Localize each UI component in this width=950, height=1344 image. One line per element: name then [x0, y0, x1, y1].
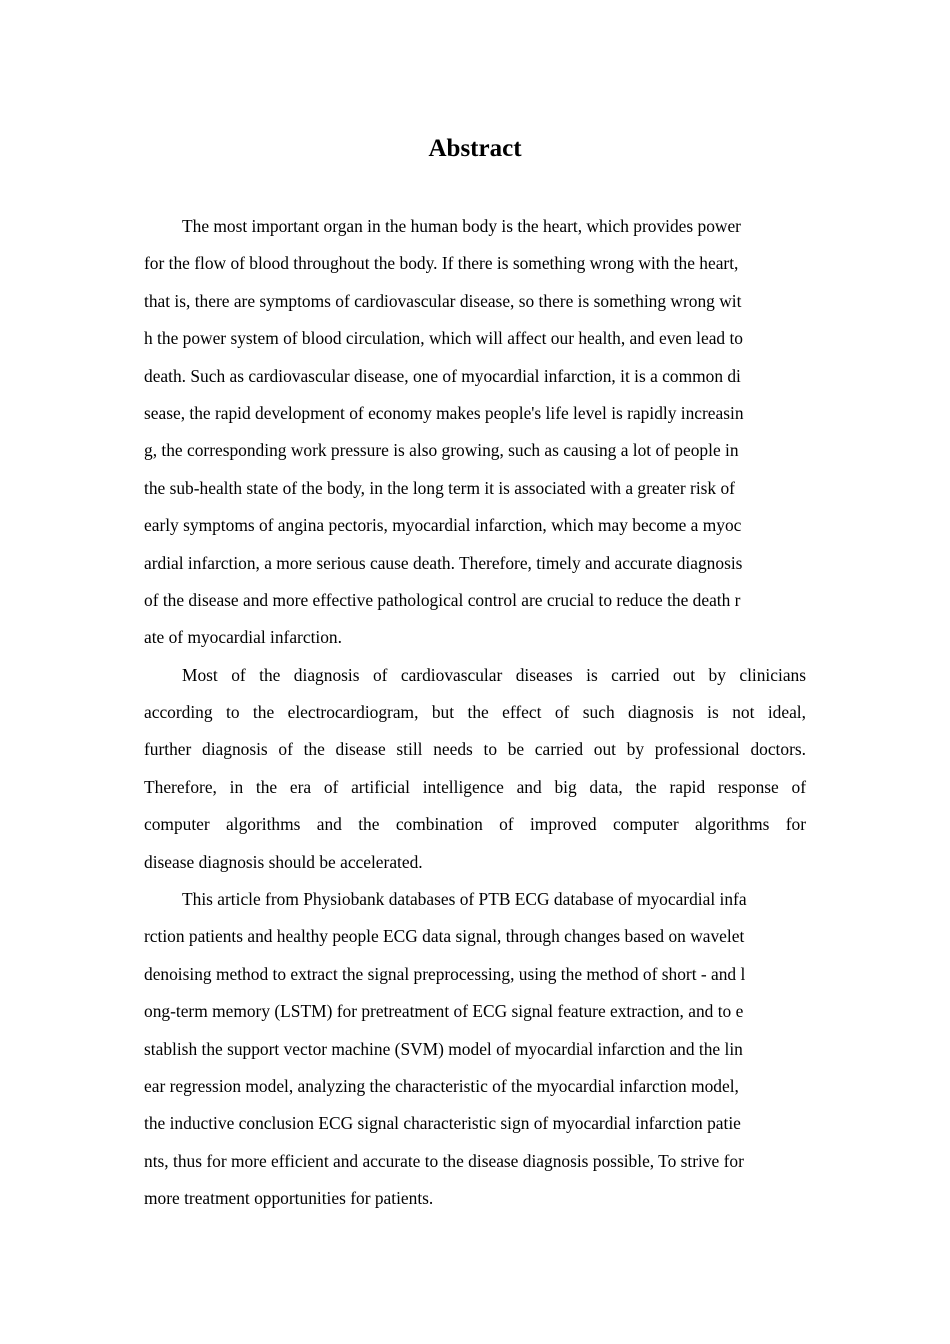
text-line: the inductive conclusion ECG signal characteristic sign of myocardial infarction patie: [144, 1113, 741, 1134]
text-line: nts, thus for more efficient and accurate to the disease diagnosis possible, To strive for: [144, 1150, 744, 1171]
text-line: This article from Physiobank databases of PTB ECG database of myocardial infa: [182, 889, 747, 910]
text-line: Therefore, in the era of artificial intelligence and big data, the rapid response of: [144, 776, 806, 797]
text-line: the sub-health state of the body, in the long term it is associated with a greater risk of: [144, 477, 735, 498]
text-line: more treatment opportunities for patients.: [144, 1188, 434, 1209]
text-line: for the flow of blood throughout the body. If there is something wrong with the heart,: [144, 253, 739, 274]
text-line: ardial infarction, a more serious cause death. Therefore, timely and accurate diagnosis: [144, 552, 743, 573]
text-line: denoising method to extract the signal preprocessing, using the method of short - and l: [144, 963, 746, 984]
text-line: ate of myocardial infarction.: [144, 627, 342, 648]
text-line: according to the electrocardiogram, but the effect of such diagnosis is not ideal,: [144, 702, 806, 723]
text-line: of the disease and more effective pathological control are crucial to reduce the death r: [144, 589, 741, 610]
text-line: sease, the rapid development of economy makes people's life level is rapidly increasin: [144, 402, 744, 423]
text-line: further diagnosis of the disease still needs to be carried out by professional doctors.: [144, 739, 806, 760]
paragraph-1: [144, 208, 806, 657]
paragraph-2: [144, 657, 806, 881]
text-line: computer algorithms and the combination of improved computer algorithms for: [144, 814, 806, 835]
text-line: that is, there are symptoms of cardiovascular disease, so there is something wrong wit: [144, 290, 742, 311]
text-line: The most important organ in the human body is the heart, which provides power: [182, 216, 741, 236]
abstract-body: [144, 208, 806, 1218]
text-line: g, the corresponding work pressure is also growing, such as causing a lot of people in: [144, 440, 739, 461]
paragraph-3: [144, 881, 806, 1218]
text-line: disease diagnosis should be accelerated.: [144, 851, 423, 872]
text-line: stablish the support vector machine (SVM) model of myocardial infarction and the lin: [144, 1038, 743, 1059]
text-line: ear regression model, analyzing the characteristic of the myocardial infarction model,: [144, 1075, 739, 1096]
text-line: death. Such as cardiovascular disease, one of myocardial infarction, it is a common di: [144, 365, 741, 386]
page-title: Abstract: [428, 135, 522, 162]
text-line: ong-term memory (LSTM) for pretreatment of ECG signal feature extraction, and to e: [144, 1001, 744, 1022]
text-line: rction patients and healthy people ECG data signal, through changes based on wavelet: [144, 926, 745, 947]
text-line: Most of the diagnosis of cardiovascular diseases is carried out by clinicians: [182, 664, 806, 685]
text-line: early symptoms of angina pectoris, myocardial infarction, which may become a myoc: [144, 515, 742, 536]
text-line: h the power system of blood circulation, which will affect our health, and even lead to: [144, 328, 743, 349]
